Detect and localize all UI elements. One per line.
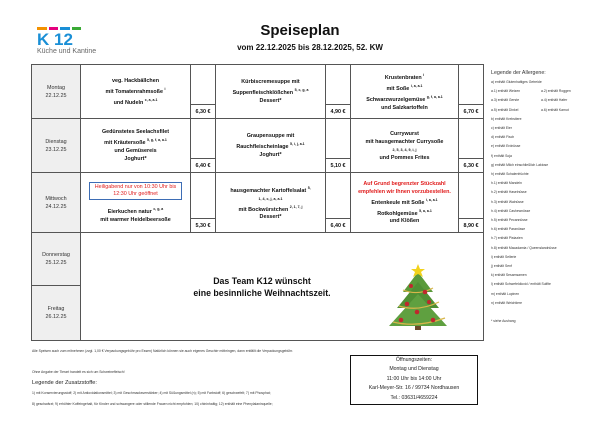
takeaway-note: Alle Speisen auch zum mitnehmen (zzgl. 1,00 € Verpackungsgebühr pro Essen) Natürlich können sie auch eigenes Geschirr mitbringen, dann entfällt die Verpackungsgebühr. <box>32 349 294 353</box>
day-date: 22.12.25 <box>45 92 67 99</box>
pork-note: Ohne Angabe der Tierart handelt es sich um Schweinefleisch! <box>32 370 125 374</box>
meal-mon-2: Kürbiscremesuppe mit Suppenfleischklößchen $^{5, c, g, a}$ Dessert* <box>216 65 326 119</box>
meal-mon-3: Krustenbraten $^i$ mit Soße $^{i, a, a.1}$ Schwarzwurzelgemüse $^{g, f, a, a.1}$ und Salzkartoffeln <box>351 65 459 119</box>
allergen-item: h.1) enthält Mandeln <box>491 181 522 186</box>
opening-hours-box <box>350 355 478 405</box>
page-title: Speiseplan <box>260 22 340 39</box>
allergen-item: f) enthält Soja <box>491 153 512 158</box>
phone: Tel.: 03631/4659224 <box>390 394 438 401</box>
day-name: Donnerstag <box>42 252 70 258</box>
page-subtitle: vom 22.12.2025 bis 28.12.2025, 52. KW <box>237 43 383 52</box>
meal-tue-2: Graupensuppe mit Rauchfleischeinlage $^{5, i, j, a.1}$ Joghurt* <box>216 119 326 173</box>
allergen-item: h) enthält Schalenfrüchte <box>491 172 529 177</box>
allergen-item: b) enthält Krebstiere <box>491 116 522 121</box>
meal-tue-3: Currywurst mit hausgemachter Currysoße 2, 5, 3, 4, 9, i, j und Pommes Frites <box>351 119 459 173</box>
allergen-item: h.5) enthält Pecannüsse <box>491 218 528 223</box>
allergen-legend <box>491 69 599 326</box>
logo-name: K 12 <box>37 30 73 49</box>
price-wed-3: 8,90 € <box>459 219 484 233</box>
allergen-item: d) enthält Fisch <box>491 135 515 140</box>
allergen-pair: a.3) enthält Gerste a.4) enthält Hafer <box>491 98 568 103</box>
allergen-note: * siehe Aushang <box>491 319 516 324</box>
allergen-item: n) enthält Weichtiere <box>491 300 523 305</box>
day-date: 25.12.25 <box>45 260 67 266</box>
meal-wed-1: Heiligabend nur von 10:30 Uhr bis 12:30 Uhr geöffnet Eierkuchen natur $^{c, g, a}$ mit warmer Heidelbeersoße <box>81 173 191 233</box>
price-wed-2: 6,40 € <box>326 219 351 233</box>
additives-line-2: 8) geschwärzt; 9) erhöhter Koffeingehalt, für Kinder und schwangere oder stillende Frauen nicht empfohlen; 10) chininhaltig; 12) enthält eine Phenylalaninquelle; <box>32 402 273 406</box>
meal-wed-3: Auf Grund begrenzter Stückzahl empfehlen wir Ihnen vorzubestellen. Entenkeule mit Soße $^{i, a, a.1}$ Rotkohlgemüse $^{5, a, a.1}$ und Klößen <box>351 173 459 233</box>
additives-legend-title: Legende der Zusatzstoffe: <box>32 380 97 386</box>
k12-logo <box>37 27 117 56</box>
allergen-item: h.3) enthält Walnüsse <box>491 199 524 204</box>
address: Karl-Meyer-Str. 16 / 99734 Nordhausen <box>368 385 460 392</box>
day-date: 24.12.25 <box>45 203 67 210</box>
allergen-item: j) enthält Senf <box>491 264 512 269</box>
allergen-pair: a.5) enthält Dinkel a.6) enthält Kamut <box>491 107 569 112</box>
greeting-line-1: Das Team K12 wünscht <box>213 275 311 286</box>
christmas-tree-icon <box>383 262 453 332</box>
greeting-line-2: eine besinnliche Weihnachtszeit. <box>193 287 331 298</box>
meal-mon-1: veg. Hackbällchen mit Tomatenrahmsoße $^i$ und Nudeln $^{c, a, a.1}$ <box>81 65 191 119</box>
allergen-item: a) enthält Glutenhaltiges Getreide <box>491 80 542 84</box>
preorder-notice: Auf Grund begrenzter Stückzahl empfehlen wir Ihnen vorzubestellen. <box>358 180 451 195</box>
allergen-item: e) enthält Erdnüsse <box>491 144 521 149</box>
christmas-eve-notice: Heiligabend nur von 10:30 Uhr bis 12:30 Uhr geöffnet <box>89 182 182 200</box>
day-thursday <box>32 233 81 286</box>
opening-hours-title: Öffnungszeiten: <box>395 357 433 363</box>
price-tue-3: 6,30 € <box>459 159 484 173</box>
allergen-item: m) enthält Lupinen <box>491 291 520 296</box>
day-name: Freitag <box>47 306 65 312</box>
allergen-item: h.6) enthält Paranüsse <box>491 227 526 232</box>
day-wednesday <box>32 173 81 233</box>
day-friday <box>32 286 81 341</box>
meal-wed-2: hausgemachter Kartoffelsalat $^{5,}$ 1, 4, c, j, a, a.1 mit Bockwürstchen $^{2, 1, 7, j}$ Dessert* <box>216 173 326 233</box>
price-mon-2: 4,90 € <box>326 105 351 119</box>
day-date: 26.12.25 <box>45 314 67 320</box>
day-tuesday <box>32 119 81 173</box>
allergen-legend-title: Legende der Allergene: <box>491 70 546 76</box>
day-monday <box>32 65 81 119</box>
allergen-item: k) enthält Sesamsamen <box>491 273 527 278</box>
allergen-item: g) enthält Milch einschließlich Laktose <box>491 162 549 167</box>
allergen-item: h.8) enthält Macadamia / Queenslandnüsse <box>491 245 557 250</box>
day-name: Dienstag <box>45 138 67 145</box>
allergen-item: l) enthält Schwefeldioxid / enthält Sulfite <box>491 282 551 287</box>
allergen-item: i) enthält Sellerie <box>491 254 517 259</box>
opening-days: Montag und Dienstag <box>389 366 439 373</box>
allergen-pair: a.1) enthält Weizen a.2) enthält Roggen <box>491 89 571 94</box>
additives-line-1: 1) mit Konservierungsstoff; 2) mit Antioxidationsmittel; 3) mit Geschmacksverstärker; 4) mit Süßungsmittel (n); 5) mit Farbstoff; 6) geschwefelt; 7) mit Phosphat; <box>32 391 271 395</box>
day-name: Mittwoch <box>45 195 67 202</box>
opening-times: 11:00 Uhr bis 14:00 Uhr <box>386 375 442 382</box>
allergen-item: h.4) enthält Cashewnüsse <box>491 208 531 213</box>
price-tue-1: 6,40 € <box>191 159 216 173</box>
allergen-item: h.7) enthält Pistazien <box>491 236 523 241</box>
logo-tagline: Küche und Kantine <box>37 48 97 55</box>
price-mon-3: 6,70 € <box>459 105 484 119</box>
day-date: 23.12.25 <box>45 146 67 153</box>
meal-tue-1: Gedünstetes Seelachsfilet mit Kräutersoße $^{5, g, f, a, a.1}$ und Gemüsereis Joghurt* <box>81 119 191 173</box>
price-mon-1: 6,30 € <box>191 105 216 119</box>
day-name: Montag <box>47 84 65 91</box>
allergen-item: h.2) enthält Haselnüsse <box>491 190 527 195</box>
price-wed-1: 5,30 € <box>191 219 216 233</box>
price-tue-2: 5,10 € <box>326 159 351 173</box>
allergen-item: c) enthält Eier <box>491 126 512 131</box>
